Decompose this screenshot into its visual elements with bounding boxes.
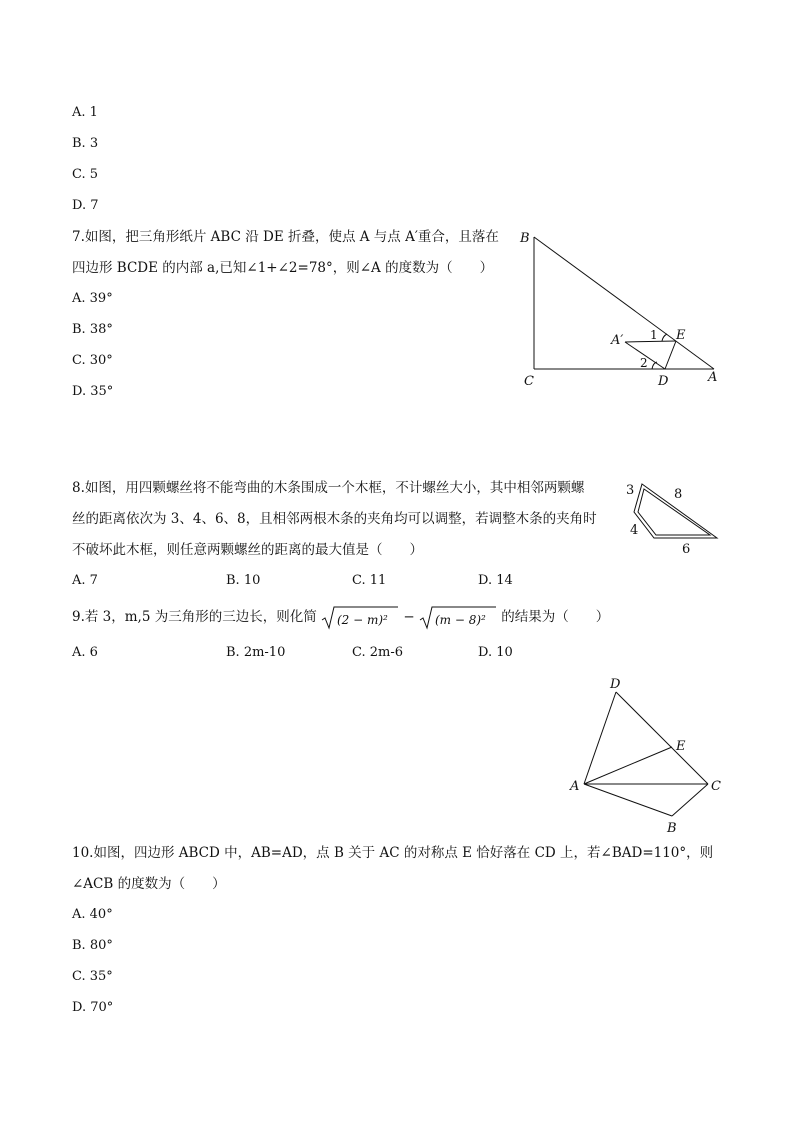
q8-text-line1: 8.如图，用四颗螺丝将不能弯曲的木条围成一个木框，不计螺丝大小，其中相邻两颗螺 — [72, 480, 585, 496]
q9-radicand-2: (m − 8)² — [434, 612, 486, 627]
q9-suffix: 的结果为（ ） — [501, 609, 610, 625]
q10-label-a: A — [570, 779, 580, 794]
q6-option-c: C. 5 — [72, 167, 99, 182]
q7-text-line2: 四边形 BCDE 的内部 a,已知∠1+∠2=78°，则∠A 的度数为（ ） — [72, 260, 494, 276]
q7-option-c: C. 30° — [72, 353, 113, 368]
q10-text-line2: ∠ACB 的度数为（ ） — [72, 876, 226, 892]
q8-label-6: 6 — [682, 542, 691, 557]
q8-label-4: 4 — [630, 523, 639, 538]
q9-sqrt-1-icon — [321, 605, 399, 631]
q7-option-d: D. 35° — [72, 384, 114, 399]
q6-option-d: D. 7 — [72, 198, 99, 213]
q8-option-a: A. 7 — [72, 573, 98, 588]
q8-text-line2: 丝的距离依次为 3、4、6、8，且相邻两根木条的夹角均可以调整，若调整木条的夹角时 — [72, 511, 597, 527]
q9-sqrt-2-icon — [419, 605, 497, 631]
q10-edge-dc — [616, 692, 708, 784]
q7-label-b: B — [520, 231, 530, 246]
q10-option-c: C. 35° — [72, 969, 113, 984]
q9-option-d: D. 10 — [478, 645, 513, 660]
q10-edge-ad — [584, 692, 616, 784]
q8-option-b: B. 10 — [226, 573, 261, 588]
q9-prefix: 9.若 3，m,5 为三角形的三边长，则化简 — [72, 609, 317, 625]
q7-figure — [510, 225, 730, 395]
q7-label-d: D — [658, 374, 669, 389]
q8-label-3: 3 — [626, 483, 635, 498]
q7-text-line1: 7.如图，把三角形纸片 ABC 沿 DE 折叠，使点 A 与点 A′重合，且落在 — [72, 229, 499, 245]
q7-fold-de — [665, 341, 676, 369]
q10-figure — [560, 674, 730, 839]
q10-label-d: D — [610, 677, 621, 692]
q7-label-a: A — [708, 370, 718, 385]
q10-text-line1: 10.如图，四边形 ABCD 中，AB=AD，点 B 关于 AC 的对称点 E 恰好落在 CD 上，若∠BAD=110°，则 — [72, 845, 714, 861]
q9-option-b: B. 2m-10 — [226, 645, 286, 660]
q6-option-a: A. 1 — [72, 105, 98, 120]
q7-option-b: B. 38° — [72, 322, 113, 337]
q9-radicand-1: (2 − m)² — [337, 612, 388, 627]
q7-label-a-prime: A′ — [611, 333, 624, 348]
q7-edge-ba — [534, 237, 714, 369]
q7-angle-1-arc — [662, 334, 667, 341]
q10-edge-ae — [584, 747, 672, 784]
q10-option-d: D. 70° — [72, 1000, 114, 1015]
q9-option-a: A. 6 — [72, 645, 98, 660]
q7-label-angle-1: 1 — [650, 328, 658, 342]
q9-option-c: C. 2m-6 — [352, 645, 404, 660]
q7-label-angle-2: 2 — [640, 356, 648, 370]
q9-minus: − — [403, 609, 415, 625]
q8-option-d: D. 14 — [478, 573, 513, 588]
q7-label-c: C — [524, 374, 534, 389]
q10-label-e: E — [676, 739, 686, 754]
q9-question — [72, 602, 609, 632]
q10-option-b: B. 80° — [72, 938, 113, 953]
q7-label-e: E — [676, 328, 686, 343]
q10-option-a: A. 40° — [72, 907, 113, 922]
q6-option-b: B. 3 — [72, 136, 99, 151]
q8-text-line3: 不破坏此木框，则任意两颗螺丝的距离的最大值是（ ） — [72, 542, 423, 558]
q8-label-8: 8 — [674, 487, 683, 502]
q10-edge-bc — [672, 784, 708, 816]
q8-figure — [620, 472, 730, 562]
q10-label-b: B — [667, 821, 677, 836]
q8-option-c: C. 11 — [352, 573, 387, 588]
q10-label-c: C — [711, 779, 721, 794]
q10-edge-ab — [584, 784, 672, 816]
q7-option-a: A. 39° — [72, 291, 113, 306]
